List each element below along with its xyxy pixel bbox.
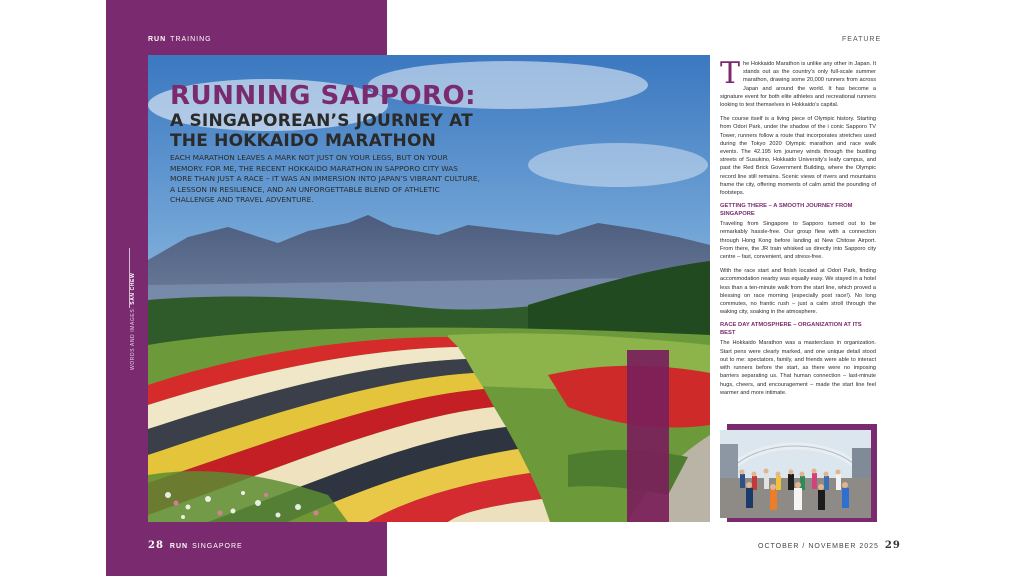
inset-photo-runners: [720, 430, 871, 518]
footer-brand-run: RUN: [169, 543, 189, 550]
article-headline: [170, 83, 500, 150]
body-paragraph-2: The course itself is a living piece of Olympic history. Starting from Odori Park, under the shadow of the i conic Sapporo TV Tower, runners follow a route that incorporates stretches used during the Tokyo 2020 Olympic marathon and race walk events. The 42.195 km journey winds through the bustling streets of Susukino, Hokkaido University’s leafy campus, and past the Red Brick Government Building, where the Olympic record line still remains. Scenic views of rivers and mountains frame the city, offering moments of calm amid the pounding of footsteps.: [720, 116, 876, 197]
right-footer: [758, 540, 901, 551]
body-paragraph-1: [720, 56, 876, 109]
subhead-race-day: RACE DAY ATMOSPHERE – ORGANIZATION AT ITS BEST: [720, 322, 862, 336]
credit-name: SAN CHEW: [130, 272, 136, 305]
title-main: RUNNING SAPPORO:: [170, 81, 477, 111]
title-sub-line1: A SINGAPOREAN’S JOURNEY AT: [170, 111, 473, 131]
body-paragraph-5: The Hokkaido Marathon was a masterclass in organization. Start pens were clearly marked, and one unique detail stood out to me: spectators, family, and friends were able to interact with runners before the start, as there were no imposing barriers separating us. That human connection – last-minute hugs, cheers, and encouragement – made the start line feel warmer and more intimate.: [720, 340, 876, 396]
dropcap: T: [720, 56, 741, 91]
article-dek: EACH MARATHON LEAVES A MARK NOT JUST ON YOUR LEGS, BUT ON YOUR MEMORY. FOR ME, THE RECENT HOKKAIDO MARATHON IN SAPPORO CITY WAS MORE THAN JUST A RACE – IT WAS AN IMMERSION INTO JAPAN’S VIBRANT CULTURE, A LESSON IN RESILIENCE, AND AN UNFORGETTABLE BLEND OF ATHLETIC CHALLENGE AND TRAVEL ADVENTURE.: [170, 153, 480, 205]
runners-illustration: [720, 430, 871, 518]
subhead-getting-there: GETTING THERE – A SMOOTH JOURNEY FROM SINGAPORE: [720, 203, 853, 217]
left-footer: [148, 540, 243, 551]
page-number-left: 28: [148, 540, 164, 551]
body-paragraph-4: With the race start and finish located at Odori Park, finding accommodation nearby was equally easy. We stayed in a hotel less than a ten-minute walk from the start line, which proved a blessing on race morning (especially post race!). No long commutes, no frantic rush – just a calm stroll through the waking city, soaking in the atmosphere.: [720, 268, 876, 316]
credit-prefix: WORDS AND IMAGES:: [130, 306, 136, 370]
body-paragraph-3: Traveling from Singapore to Sapporo turned out to be remarkably hassle-free. Our group flew with a connection through Hong Kong before landing at New Chitose Airport. From there, the JR train whisked us directly into Sapporo city centre – fast, convenient, and stress-free.: [720, 221, 876, 261]
section-label-feature: FEATURE: [842, 36, 882, 43]
brand-run: RUN: [148, 36, 167, 43]
purple-accent-bar: [627, 350, 669, 522]
article-body: [720, 56, 876, 403]
page-number-right: 29: [884, 540, 901, 551]
para1-text: he Hokkaido Marathon is unlike any other in Japan. It stands out as the country’s only full-scale summer marathon, drawing some 20,000 runners from across Japan and around the world. It has become a signature event for both elite athletes and recreational runners looking to test themselves in Hokkaido’s capital.: [720, 61, 876, 109]
photo-credit: [130, 210, 142, 370]
issue-date: OCTOBER / NOVEMBER 2025: [758, 543, 879, 550]
footer-label-singapore: SINGAPORE: [192, 543, 243, 550]
title-sub-line2: THE HOKKAIDO MARATHON: [170, 131, 437, 151]
section-label-training: TRAINING: [170, 36, 212, 43]
left-section-header: [148, 36, 212, 43]
